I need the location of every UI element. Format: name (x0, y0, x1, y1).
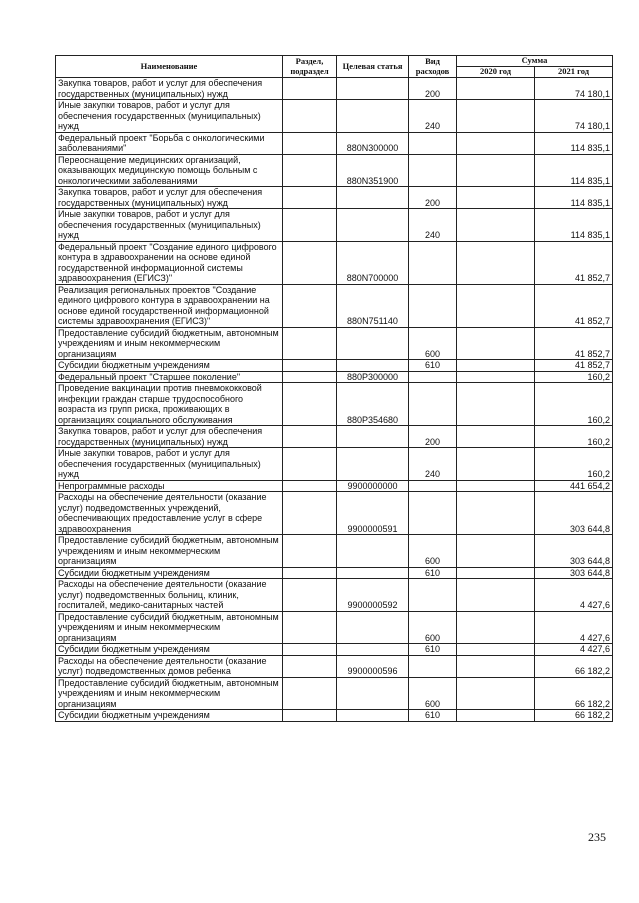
cell-type: 600 (409, 611, 457, 644)
cell-section (283, 241, 337, 284)
cell-name: Субсидии бюджетным учреждениям (56, 567, 283, 579)
table-row (56, 383, 613, 426)
cell-y2021: 74 180,1 (535, 100, 613, 133)
cell-y2021: 114 835,1 (535, 187, 613, 209)
cell-y2020 (457, 209, 535, 242)
table-row (56, 710, 613, 722)
cell-y2021: 114 835,1 (535, 132, 613, 154)
cell-section (283, 611, 337, 644)
cell-name: Предоставление субсидий бюджетным, автономным учреждениям и иным некоммерческим организациям (56, 535, 283, 568)
cell-section (283, 371, 337, 383)
header-type: Вид расходов (409, 56, 457, 78)
cell-name: Закупка товаров, работ и услуг для обеспечения государственных (муниципальных) нужд (56, 426, 283, 448)
cell-name: Федеральный проект "Борьба с онкологическими заболеваниями" (56, 132, 283, 154)
header-section: Раздел, подраздел (283, 56, 337, 78)
cell-code: 880N351900 (337, 154, 409, 187)
cell-type (409, 492, 457, 535)
cell-name: Расходы на обеспечение деятельности (оказание услуг) подведомственных учреждений, обеспечивающих предоставление услуг в сфере здравоохранения (56, 492, 283, 535)
cell-y2020 (457, 480, 535, 492)
table-row (56, 209, 613, 242)
cell-name: Иные закупки товаров, работ и услуг для обеспечения государственных (муниципальных) нужд (56, 448, 283, 481)
cell-code: 9900000592 (337, 579, 409, 612)
page-number: 235 (588, 830, 606, 844)
cell-section (283, 154, 337, 187)
cell-type (409, 284, 457, 327)
cell-type (409, 371, 457, 383)
table-header (56, 56, 613, 78)
cell-code: 880N700000 (337, 241, 409, 284)
cell-type: 610 (409, 567, 457, 579)
table-row (56, 100, 613, 133)
cell-section (283, 710, 337, 722)
cell-name: Проведение вакцинации против пневмококковой инфекции граждан старше трудоспособного возраста из групп риска, проживающих в организациях социального обслуживания (56, 383, 283, 426)
cell-code (337, 360, 409, 372)
cell-type (409, 241, 457, 284)
cell-type: 610 (409, 360, 457, 372)
cell-section (283, 132, 337, 154)
cell-section (283, 383, 337, 426)
cell-name: Иные закупки товаров, работ и услуг для обеспечения государственных (муниципальных) нужд (56, 209, 283, 242)
table-row (56, 492, 613, 535)
table-row (56, 567, 613, 579)
cell-type: 610 (409, 710, 457, 722)
cell-type: 610 (409, 644, 457, 656)
cell-code (337, 535, 409, 568)
cell-type: 240 (409, 100, 457, 133)
cell-type (409, 480, 457, 492)
table-row (56, 78, 613, 100)
cell-y2020 (457, 611, 535, 644)
header-year-2020: 2020 год (457, 67, 535, 78)
cell-y2020 (457, 655, 535, 677)
cell-section (283, 644, 337, 656)
cell-type: 200 (409, 187, 457, 209)
cell-y2020 (457, 284, 535, 327)
cell-y2020 (457, 383, 535, 426)
cell-section (283, 100, 337, 133)
cell-type: 600 (409, 327, 457, 360)
cell-name: Закупка товаров, работ и услуг для обеспечения государственных (муниципальных) нужд (56, 187, 283, 209)
cell-name: Предоставление субсидий бюджетным, автономным учреждениям и иным некоммерческим организациям (56, 677, 283, 710)
table-row (56, 187, 613, 209)
budget-table (55, 55, 613, 722)
cell-y2021: 4 427,6 (535, 644, 613, 656)
cell-y2021: 4 427,6 (535, 579, 613, 612)
cell-y2021: 41 852,7 (535, 241, 613, 284)
cell-y2021: 160,2 (535, 426, 613, 448)
cell-code (337, 677, 409, 710)
cell-y2020 (457, 78, 535, 100)
cell-code (337, 187, 409, 209)
cell-type: 600 (409, 677, 457, 710)
cell-name: Реализация региональных проектов "Создание единого цифрового контура в здравоохранении на основе единой государственной информационной системы здравоохранения (ЕГИСЗ)" (56, 284, 283, 327)
cell-y2021: 4 427,6 (535, 611, 613, 644)
table-row (56, 448, 613, 481)
cell-y2021: 160,2 (535, 383, 613, 426)
cell-y2021: 441 654,2 (535, 480, 613, 492)
cell-y2021: 160,2 (535, 371, 613, 383)
cell-code (337, 611, 409, 644)
cell-section (283, 209, 337, 242)
cell-y2021: 114 835,1 (535, 154, 613, 187)
cell-y2021: 74 180,1 (535, 78, 613, 100)
cell-name: Субсидии бюджетным учреждениям (56, 644, 283, 656)
table-row (56, 535, 613, 568)
cell-y2021: 41 852,7 (535, 327, 613, 360)
table-row (56, 360, 613, 372)
table-body (56, 78, 613, 722)
cell-y2020 (457, 535, 535, 568)
table-row (56, 241, 613, 284)
table-row (56, 132, 613, 154)
cell-name: Федеральный проект "Старшее поколение" (56, 371, 283, 383)
cell-section (283, 480, 337, 492)
cell-type: 600 (409, 535, 457, 568)
cell-y2020 (457, 579, 535, 612)
cell-name: Предоставление субсидий бюджетным, автономным учреждениям и иным некоммерческим организациям (56, 327, 283, 360)
cell-code: 880N751140 (337, 284, 409, 327)
cell-y2020 (457, 154, 535, 187)
cell-y2021: 303 644,8 (535, 567, 613, 579)
table-row (56, 426, 613, 448)
cell-section (283, 327, 337, 360)
cell-y2021: 66 182,2 (535, 655, 613, 677)
cell-code (337, 448, 409, 481)
header-sum: Сумма (457, 56, 613, 67)
cell-name: Непрограммные расходы (56, 480, 283, 492)
table-row (56, 611, 613, 644)
table-row (56, 480, 613, 492)
cell-code (337, 78, 409, 100)
cell-y2020 (457, 187, 535, 209)
cell-y2020 (457, 426, 535, 448)
table-row (56, 327, 613, 360)
cell-code: 880P354680 (337, 383, 409, 426)
cell-name: Предоставление субсидий бюджетным, автономным учреждениям и иным некоммерческим организациям (56, 611, 283, 644)
cell-section (283, 360, 337, 372)
cell-section (283, 78, 337, 100)
cell-section (283, 187, 337, 209)
cell-y2021: 160,2 (535, 448, 613, 481)
cell-y2021: 303 644,8 (535, 492, 613, 535)
cell-y2020 (457, 327, 535, 360)
cell-y2020 (457, 241, 535, 284)
table-row (56, 655, 613, 677)
cell-section (283, 426, 337, 448)
cell-name: Иные закупки товаров, работ и услуг для обеспечения государственных (муниципальных) нужд (56, 100, 283, 133)
cell-y2020 (457, 492, 535, 535)
cell-type (409, 154, 457, 187)
cell-type (409, 655, 457, 677)
cell-code (337, 327, 409, 360)
header-target: Целевая статья (337, 56, 409, 78)
cell-y2020 (457, 644, 535, 656)
cell-code: 9900000591 (337, 492, 409, 535)
table-row (56, 677, 613, 710)
cell-name: Федеральный проект "Создание единого цифрового контура в здравоохранении на основе единой государственной информационной системы здравоохранения (ЕГИСЗ)" (56, 241, 283, 284)
cell-name: Субсидии бюджетным учреждениям (56, 710, 283, 722)
cell-y2020 (457, 100, 535, 133)
cell-y2020 (457, 371, 535, 383)
cell-code (337, 100, 409, 133)
cell-name: Расходы на обеспечение деятельности (оказание услуг) подведомственных больниц, клиник, госпиталей, медико-санитарных частей (56, 579, 283, 612)
cell-code: 9900000596 (337, 655, 409, 677)
header-name: Наименование (56, 56, 283, 78)
cell-type (409, 132, 457, 154)
cell-y2021: 114 835,1 (535, 209, 613, 242)
table-row (56, 579, 613, 612)
cell-y2020 (457, 360, 535, 372)
cell-y2021: 41 852,7 (535, 360, 613, 372)
cell-name: Закупка товаров, работ и услуг для обеспечения государственных (муниципальных) нужд (56, 78, 283, 100)
cell-code: 880N300000 (337, 132, 409, 154)
cell-type: 200 (409, 78, 457, 100)
cell-section (283, 655, 337, 677)
cell-section (283, 284, 337, 327)
cell-y2020 (457, 448, 535, 481)
table-row (56, 371, 613, 383)
cell-code (337, 710, 409, 722)
table-row (56, 154, 613, 187)
table-row (56, 644, 613, 656)
cell-code: 880P300000 (337, 371, 409, 383)
cell-y2020 (457, 677, 535, 710)
cell-section (283, 567, 337, 579)
header-year-2021: 2021 год (535, 67, 613, 78)
cell-y2021: 41 852,7 (535, 284, 613, 327)
table-row (56, 284, 613, 327)
cell-code (337, 426, 409, 448)
cell-name: Переоснащение медицинских организаций, оказывающих медицинскую помощь больным с онкологическими заболеваниями (56, 154, 283, 187)
cell-code (337, 644, 409, 656)
cell-code (337, 209, 409, 242)
cell-name: Расходы на обеспечение деятельности (оказание услуг) подведомственных домов ребенка (56, 655, 283, 677)
cell-y2021: 66 182,2 (535, 677, 613, 710)
cell-type: 240 (409, 448, 457, 481)
cell-section (283, 492, 337, 535)
cell-type: 240 (409, 209, 457, 242)
cell-y2021: 66 182,2 (535, 710, 613, 722)
cell-y2021: 303 644,8 (535, 535, 613, 568)
cell-type (409, 383, 457, 426)
cell-section (283, 535, 337, 568)
cell-section (283, 448, 337, 481)
cell-type: 200 (409, 426, 457, 448)
cell-code: 9900000000 (337, 480, 409, 492)
cell-code (337, 567, 409, 579)
cell-y2020 (457, 132, 535, 154)
cell-name: Субсидии бюджетным учреждениям (56, 360, 283, 372)
cell-section (283, 677, 337, 710)
cell-type (409, 579, 457, 612)
cell-y2020 (457, 567, 535, 579)
cell-section (283, 579, 337, 612)
cell-y2020 (457, 710, 535, 722)
